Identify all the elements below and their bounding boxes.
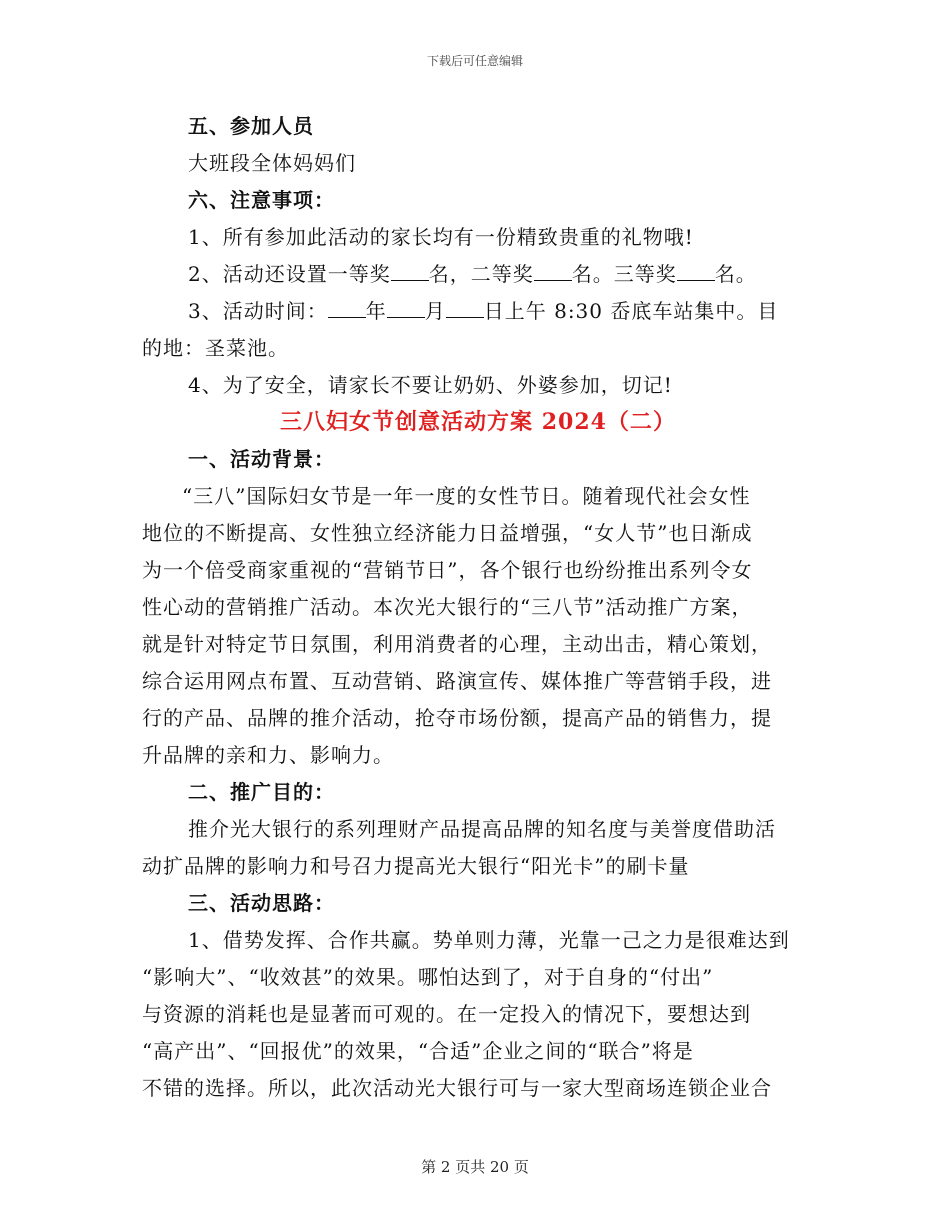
section6-heading: 六、注意事项： (188, 188, 335, 212)
notice-item-3-text: 3、活动时间： (188, 299, 328, 323)
part1-line: 为一个倍受商家重视的“营销节日”，各个银行也纷纷推出系列令女 (142, 558, 753, 582)
notice-item-3-cont: 的地：圣菜池。 (142, 336, 289, 360)
notice-item-4: 4、为了安全，请家长不要让奶奶、外婆参加，切记! (188, 373, 673, 397)
part1-line: 性心动的营销推广活动。本次光大银行的“三八节”活动推广方案， (142, 595, 753, 619)
section5-heading: 五、参加人员 (188, 114, 314, 138)
fill-blank (328, 301, 366, 318)
notice-item-2-text: 名。三等奖 (571, 262, 677, 286)
part1-line: 综合运用网点布置、互动营销、路演宣传、媒体推广等营销手段，进 (142, 669, 772, 693)
fill-blank (446, 301, 484, 318)
part3-line: “影响大”、“收效甚”的效果。哪怕达到了，对于自身的“付出” (142, 965, 714, 989)
notice-item-2 (142, 256, 814, 293)
fill-blank (387, 301, 425, 318)
notice-item-3-text: 年 (365, 299, 387, 323)
document-body (142, 108, 814, 1107)
part1-line: 就是针对特定节日氛围，利用消费者的心理，主动出击，精心策划， (142, 632, 772, 656)
part3-line: 不错的选择。所以，此次活动光大银行可与一家大型商场连锁企业合 (142, 1076, 772, 1100)
page-footer: 第 2 页共 20 页 (421, 1158, 529, 1176)
fill-blank (677, 264, 715, 281)
part1-line: 行的产品、品牌的推介活动，抢夺市场份额，提高产品的销售力，提 (142, 706, 772, 730)
part3-line: 与资源的消耗也是显著而可观的。在一定投入的情况下，要想达到 (142, 1002, 751, 1026)
part2-heading: 二、推广目的： (188, 780, 335, 804)
section5-text: 大班段全体妈妈们 (188, 151, 356, 175)
part1-line: “三八”国际妇女节是一年一度的女性节日。随着现代社会女性 (182, 484, 751, 508)
page-header: 下载后可任意编辑 (426, 54, 523, 68)
fill-blank (391, 264, 429, 281)
notice-item-2-text: 2、活动还设置一等奖 (188, 262, 391, 286)
document-title: 三八妇女节创意活动方案 2024（二） (280, 409, 676, 435)
part3-line: 1、借势发挥、合作共赢。势单则力薄，光靠一己之力是很难达到 (188, 928, 790, 952)
part3-heading: 三、活动思路： (188, 891, 335, 915)
part2-line: 推介光大银行的系列理财产品提高品牌的知名度与美誉度借助活 (188, 817, 776, 841)
part2-line: 动扩品牌的影响力和号召力提高光大银行“阳光卡”的刷卡量 (142, 854, 690, 878)
fill-blank (534, 264, 572, 281)
part1-heading: 一、活动背景： (188, 447, 335, 471)
notice-item-3-text: 月 (424, 299, 446, 323)
notice-item-3-text: 日上午 8:30 岙底车站集中。目 (483, 299, 779, 323)
notice-item-2-text: 名。 (714, 262, 757, 286)
part1-line: 地位的不断提高、女性独立经济能力日益增强，“女人节”也日渐成 (142, 521, 753, 545)
notice-item-2-text: 名，二等奖 (428, 262, 534, 286)
part3-line: “高产出”、“回报优”的效果，“合适”企业之间的“联合”将是 (142, 1039, 694, 1063)
notice-item-3 (142, 293, 814, 330)
notice-item-1: 1、所有参加此活动的家长均有一份精致贵重的礼物哦! (188, 225, 694, 249)
part1-line: 升品牌的亲和力、影响力。 (142, 743, 394, 767)
